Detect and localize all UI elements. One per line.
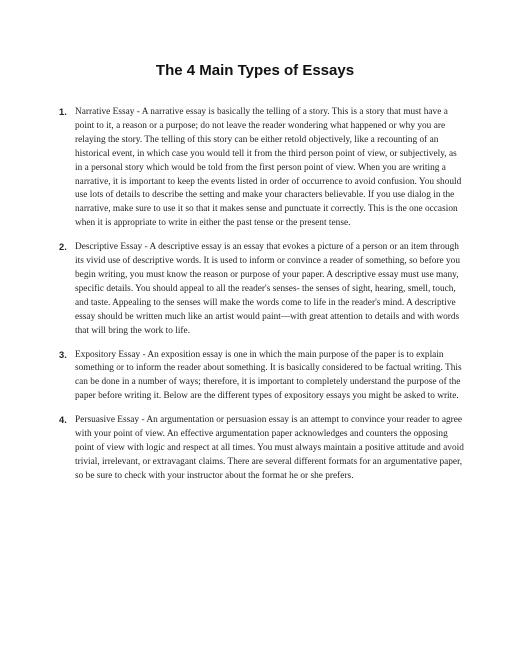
list-item-expository bbox=[46, 349, 464, 405]
list-item-persuasive bbox=[46, 414, 464, 484]
document-title: The 4 Main Types of Essays bbox=[155, 62, 355, 79]
list-item-number: 3. bbox=[59, 349, 67, 360]
list-item-text: Expository Essay - An exposition essay is one in which the main purpose of the paper is to explain something or to inform the reader about something. It is basically considered to be factual writing. This can be done in a number of ways; therefore, it is important to completely understand the purpose of the paper before writing it. Below are the different types of expository essays you might be asked to write. bbox=[75, 349, 462, 402]
list-item-text: Narrative Essay - A narrative essay is basically the telling of a story. This is a story that must have a point to it, a reason or a purpose; do not leave the reader wondering what happened or why you are relaying the story. The telling of this story can be either retold objectively, like a recounting of an historical event, in which case you would tell it from the third person point of view, or subjectively, as in a personal story which would be told from the first person point of view. When you are writing a narrative, it is important to keep the events listed in order of occurrence to avoid confusion. You should use lots of details to describe the setting and make your characters believable. If you use dialog in the narrative, make sure to use it so that it makes sense and punctuate it correctly. This is the one occasion when it is appropriate to write in either the past tense or the present tense. bbox=[75, 107, 462, 229]
list-item-text: Persuasive Essay - An argumentation or persuasion essay is an attempt to convince your reader to agree with your point of view. An effective argumentation paper acknowledges and counters the opposing point of view with logic and respect at all times. You must always maintain a positive attitude and avoid trivial, irrelevant, or extravagant claims. There are several different formats for an argumentative paper, so be sure to check with your instructor about the format he or she prefers. bbox=[75, 415, 464, 481]
list-item-number: 2. bbox=[59, 242, 67, 253]
list-item-narrative bbox=[46, 106, 464, 231]
essay-types-list bbox=[46, 106, 464, 494]
list-item-descriptive bbox=[46, 241, 464, 338]
list-item-number: 1. bbox=[59, 107, 67, 117]
list-item-number: 4. bbox=[59, 415, 67, 426]
list-item-text: Descriptive Essay - A descriptive essay is an essay that evokes a picture of a person or an item through its vivid use of descriptive words. It is used to inform or convince a reader of something, so before you begin writing, you must know the reason or purpose of your paper. A descriptive essay must use many, specific details. You should appeal to all the reader's senses- the senses of sight, hearing, smell, touch, and taste. Appealing to the senses will make the words come to life in the reader's mind. A descriptive essay should be written much like an artist would paint—with great attention to details and with words that will bring the work to life. bbox=[75, 242, 460, 336]
